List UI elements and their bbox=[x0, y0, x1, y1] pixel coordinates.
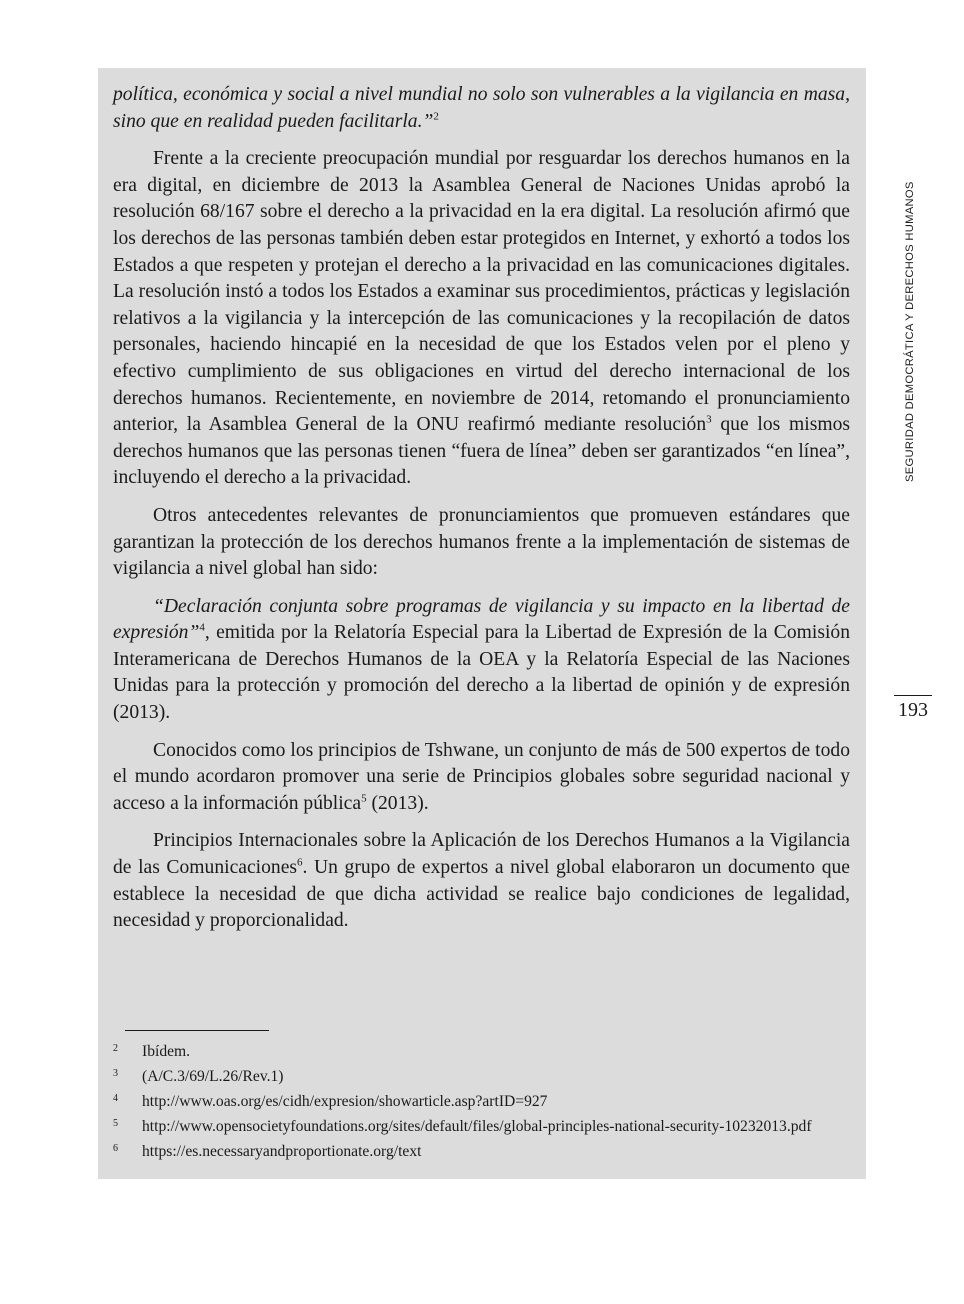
paragraph-text: , emitida por la Relatoría Especial para la Libertad de Expresión de la Comisión Interamericana de Derechos Humanos de la OEA y la Relatoría Especial de las Naciones Unidas para la protección y promoción del derecho a la libertad de opinión y de expresión (2013). bbox=[113, 622, 850, 724]
paragraph-text: Frente a la creciente preocupación mundial por resguardar los derechos humanos en la era digital, en diciembre de 2013 la Asamblea General de Naciones Unidas aprobó la resolución 68/167 sobre el derecho a la privacidad en la era digital. La resolución afirmó que los derechos de las personas también deben estar protegidos en Internet, y exhortó a todos los Estados a que respeten y protejan el derecho a la privacidad en las comunicaciones digitales. La resolución instó a todos los Estados a examinar sus procedimientos, prácticas y legislación relativos a la vigilancia y la intercepción de las comunicaciones y la recopilación de datos personales, haciendo hincapié en la necesidad de que los Estados velen por el pleno y efectivo cumplimiento de sus obligaciones en virtud del derecho internacional de los derechos humanos. Recientemente, en noviembre de 2014, retomando el pronunciamiento anterior, la Asamblea General de la ONU reafirmó mediante resolución bbox=[113, 148, 850, 436]
body-text bbox=[113, 82, 850, 935]
paragraph-text: Conocidos como los principios de Tshwane, un conjunto de más de 500 expertos de todo el mundo acordaron promover una serie de Principios globales sobre seguridad nacional y acceso a la información pública bbox=[113, 739, 850, 814]
declaration-title: “Declaración conjunta sobre programas de vigilancia y su impacto en la libertad de expresión” bbox=[113, 595, 850, 644]
paragraph-text: . Un grupo de expertos a nivel global elaboraron un documento que establece la necesidad de que dicha actividad se realice bajo condiciones de legalidad, necesidad y proporcionalidad. bbox=[113, 857, 850, 932]
footnote-link[interactable]: https://es.necessaryandproportionate.org/text bbox=[142, 1143, 422, 1160]
paragraph-tshwane bbox=[113, 738, 850, 818]
paragraph-text: (2013). bbox=[366, 792, 429, 814]
paragraph-text: Principios Internacionales sobre la Aplicación de los Derechos Humanos a la Vigilancia de las Comunicaciones bbox=[113, 830, 850, 879]
footnote-4 bbox=[113, 1088, 851, 1113]
footnote-separator bbox=[125, 1030, 269, 1031]
footnote-number: 3 bbox=[113, 1068, 118, 1079]
footnote-number: 5 bbox=[113, 1118, 118, 1129]
text-block bbox=[98, 68, 866, 1179]
footnote-text: (A/C.3/69/L.26/Rev.1) bbox=[142, 1068, 284, 1085]
running-title: SEGURIDAD DEMOCRÁTICA Y DERECHOS HUMANOS bbox=[904, 181, 916, 482]
paragraph-international-principles bbox=[113, 828, 850, 934]
page-number-rule bbox=[894, 695, 932, 696]
footnotes bbox=[113, 1038, 851, 1163]
paragraph-antecedents bbox=[113, 503, 850, 583]
footnote-text: Ibídem. bbox=[142, 1043, 191, 1060]
page-number: 193 bbox=[898, 699, 928, 721]
paragraph-text: que los mismos derechos humanos que las personas tienen “fuera de línea” deben ser garantizados “en línea”, incluyendo el derecho a la privacidad. bbox=[113, 414, 851, 489]
footnote-number: 4 bbox=[113, 1093, 118, 1104]
paragraph-joint-declaration bbox=[113, 594, 850, 727]
footnote-ref-4[interactable]: 4 bbox=[199, 621, 205, 634]
footnote-number: 2 bbox=[113, 1043, 118, 1054]
paragraph-text: Otros antecedentes relevantes de pronunciamientos que promueven estándares que garantizan la protección de los derechos humanos frente a la implementación de sistemas de vigilancia a nivel global han sido: bbox=[113, 504, 850, 580]
footnote-link[interactable]: http://www.oas.org/es/cidh/expresion/showarticle.asp?artID=927 bbox=[142, 1093, 548, 1110]
quote-text: política, económica y social a nivel mundial no solo son vulnerables a la vigilancia en masa, sino que en realidad pueden facilitarla.” bbox=[113, 84, 850, 132]
footnote-5 bbox=[113, 1113, 851, 1138]
footnote-ref-5[interactable]: 5 bbox=[361, 792, 367, 805]
footnote-number: 6 bbox=[113, 1143, 118, 1154]
paragraph-un-resolution bbox=[113, 146, 850, 492]
footnote-link[interactable]: http://www.opensocietyfoundations.org/sites/default/files/global-principles-national-security-10232013.pdf bbox=[142, 1118, 812, 1135]
footnote-ref-2[interactable]: 2 bbox=[433, 110, 439, 123]
footnote-ref-6[interactable]: 6 bbox=[297, 856, 303, 869]
footnote-6 bbox=[113, 1138, 851, 1163]
paragraph-quote-end bbox=[113, 82, 850, 135]
footnote-3 bbox=[113, 1063, 851, 1088]
footnote-2 bbox=[113, 1038, 851, 1063]
footnote-ref-3[interactable]: 3 bbox=[706, 413, 712, 426]
